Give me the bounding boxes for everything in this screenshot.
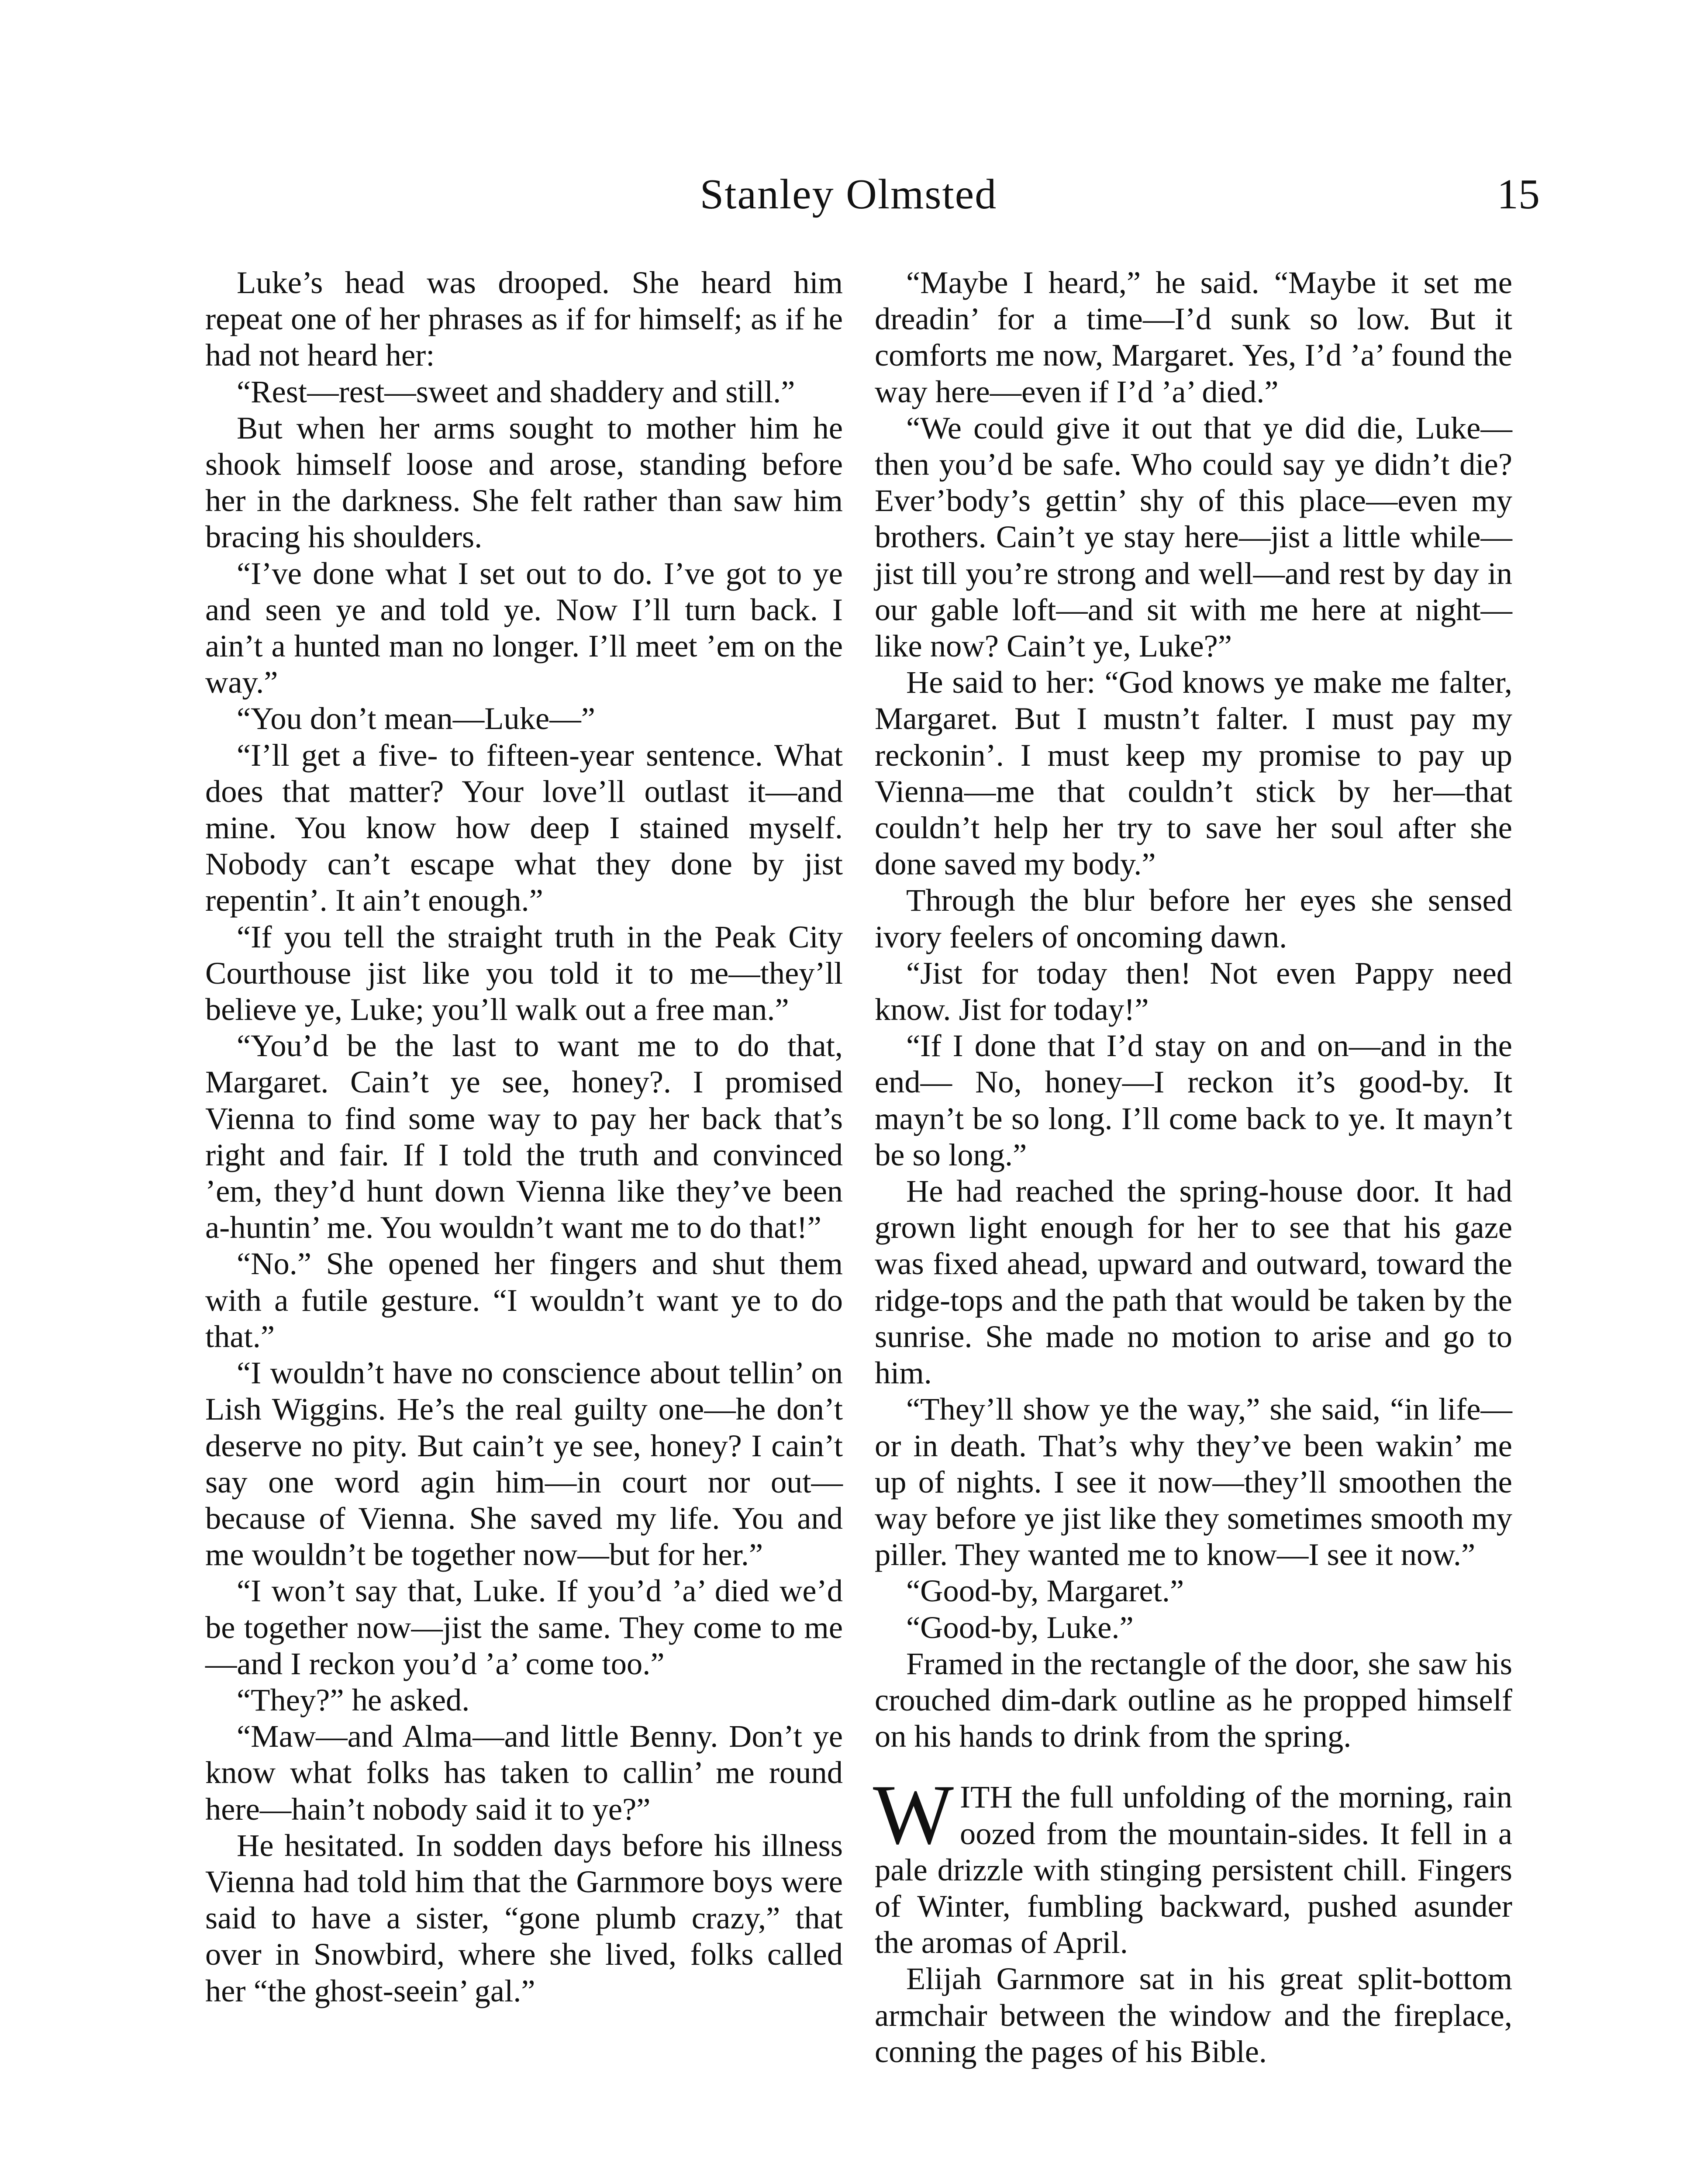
paragraph: “If you tell the straight truth in the Peak City Courthouse jist like you told it to me—they’ll believe ye, Luke; you’ll walk out a free man.” — [205, 919, 843, 1027]
page-number: 15 — [1497, 171, 1540, 218]
paragraph: “I won’t say that, Luke. If you’d ’a’ died we’d be together now—jist the same. They come to me—and I reckon you’d ’a’ come too.” — [205, 1573, 843, 1681]
paragraph: “Good-by, Margaret.” — [906, 1573, 1184, 1609]
paragraph: Through the blur before her eyes she sensed ivory feelers of oncoming dawn. — [875, 882, 1512, 954]
paragraph: “We could give it out that ye did die, Luke—then you’d be safe. Who could say ye didn’t die? Ever’body’s gettin’ shy of this place—even my brothers. Cain’t ye stay here—jist a little while—jist till you’re strong and well—and rest by day in our gable loft—and sit with me here at night—like now? Cain’t ye, Luke?” — [875, 410, 1512, 664]
paragraph: “They’ll show ye the way,” she said, “in life—or in death. That’s why they’ve been wakin’ me up of nights. I see it now—they’ll smoothen the way before ye jist like they sometimes smooth my piller. They wanted me to know—I see it now.” — [875, 1391, 1512, 1572]
paragraph: “You’d be the last to want me to do that, Margaret. Cain’t ye see, honey?. I promised Vienna to find some way to pay her back that’s right and fair. If I told the truth and convinced ’em, they’d hunt down Vienna like they’ve been a-huntin’ me. You wouldn’t want me to do that!” — [205, 1028, 843, 1245]
paragraph: “I’ve done what I set out to do. I’ve got to ye and seen ye and told ye. Now I’ll turn back. I ain’t a hunted man no longer. I’ll meet ’em on the way.” — [205, 555, 843, 700]
right-column — [875, 264, 1512, 2070]
opening-text: ITH the full unfolding of the morning, rain oozed from the mountain-sides. It fell in a pale drizzle with stinging persistent chill. Fingers of Winter, fumbling backward, pushed asunder the aromas of April. — [875, 1779, 1512, 1960]
paragraph: “They?” he asked. — [237, 1682, 470, 1717]
section-opening-paragraph — [873, 1767, 1512, 1960]
paragraph: But when her arms sought to mother him he shook himself loose and arose, standing before her in the darkness. She felt rather than saw him bracing his shoulders. — [205, 410, 843, 555]
paragraph: Framed in the rectangle of the door, she saw his crouched dim-dark outline as he propped himself on his hands to drink from the spring. — [875, 1645, 1512, 1754]
paragraph: He said to her: “God knows ye make me falter, Margaret. But I mustn’t falter. I must pay my reckonin’. I must keep my promise to pay up Vienna—me that couldn’t stick by her—that couldn’t help her try to save her soul after she done saved my body.” — [875, 664, 1512, 882]
drop-cap: W — [873, 1767, 954, 1863]
paragraph: “Maw—and Alma—and little Benny. Don’t ye know what folks has taken to callin’ me round here—hain’t nobody said it to ye?” — [205, 1718, 843, 1827]
paragraph: “Good-by, Luke.” — [906, 1609, 1134, 1645]
paragraph: “Maybe I heard,” he said. “Maybe it set me dreadin’ for a time—I’d sunk so low. But it comforts me now, Margaret. Yes, I’d ’a’ found the way here—even if I’d ’a’ died.” — [875, 265, 1512, 409]
left-column — [205, 264, 843, 2009]
paragraph: Luke’s head was drooped. She heard him repeat one of her phrases as if for himself; as if he had not heard her: — [205, 265, 843, 373]
paragraph: “No.” She opened her fingers and shut them with a futile gesture. “I wouldn’t want ye to do that.” — [205, 1246, 843, 1354]
paragraph: Elijah Garnmore sat in his great split-bottom armchair between the window and the fireplace, conning the pages of his Bible. — [875, 1961, 1512, 2069]
paragraph: He hesitated. In sodden days before his illness Vienna had told him that the Garnmore boys were said to have a sister, “gone plumb crazy,” that over in Snowbird, where she lived, folks called her “the ghost-seein’ gal.” — [205, 1827, 843, 2008]
running-title: Stanley Olmsted — [700, 171, 997, 218]
paragraph: “I’ll get a five- to fifteen-year sentence. What does that matter? Your love’ll outlast it—and mine. You know how deep I stained myself. Nobody can’t escape what they done by jist repentin’. It ain’t enough.” — [205, 737, 843, 918]
paragraph: He had reached the spring-house door. It had grown light enough for her to see that his gaze was fixed ahead, upward and outward, toward the ridge-tops and the path that would be taken by the sunrise. She made no motion to arise and go to him. — [875, 1173, 1512, 1391]
running-head — [0, 166, 1697, 223]
paragraph: “You don’t mean—Luke—” — [237, 701, 595, 736]
paragraph: “Jist for today then! Not even Pappy need know. Jist for today!” — [875, 955, 1512, 1027]
paragraph: “Rest—rest—sweet and shaddery and still.” — [237, 373, 795, 409]
paragraph: “I wouldn’t have no conscience about tellin’ on Lish Wiggins. He’s the real guilty one—he don’t deserve no pity. But cain’t ye see, honey? I cain’t say one word agin him—in court nor out—because of Vienna. She saved my life. You and me wouldn’t be together now—but for her.” — [205, 1355, 843, 1572]
paragraph: “If I done that I’d stay on and on—and in the end— No, honey—I reckon it’s good-by. It mayn’t be so long. I’ll come back to ye. It mayn’t be so long.” — [875, 1028, 1512, 1172]
